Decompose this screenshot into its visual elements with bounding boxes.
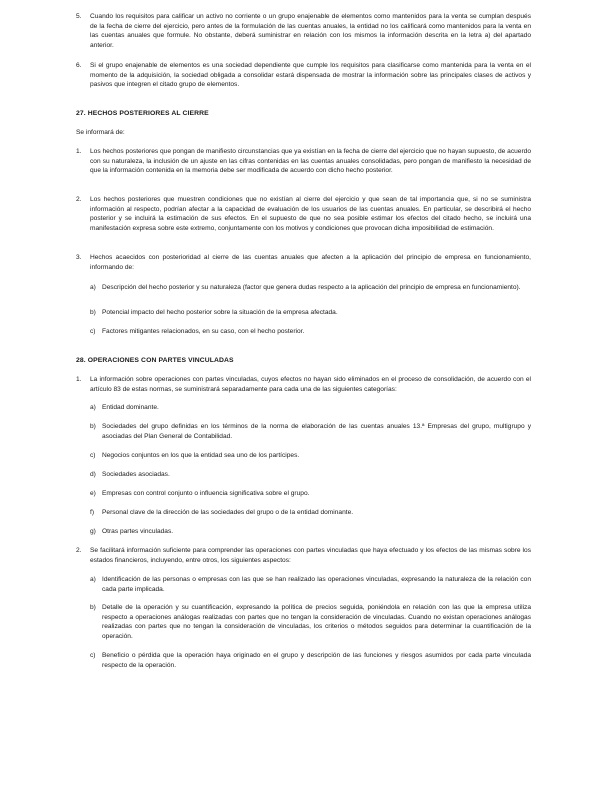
section-intro: Se informará de: bbox=[76, 129, 125, 136]
item-text: Personal clave de la dirección de las sociedades del grupo o de la entidad dominante. bbox=[102, 509, 354, 516]
item-number: 1. bbox=[76, 148, 82, 155]
item-text: Se facilitará información suficiente para comprender las operaciones con partes vinculadas que haya efectuado y los efectos de las mismas sobre los estados financieros, incluyendo, entre otros, los siguientes aspectos: bbox=[90, 547, 531, 564]
item-text: Negocios conjuntos en los que la entidad sea uno de los partícipes. bbox=[102, 452, 300, 459]
item-text: Descripción del hecho posterior y su naturaleza (factor que genera dudas respecto a la aplicación del principio de empresa en funcionamiento). bbox=[102, 284, 521, 291]
item-number: 2. bbox=[76, 547, 82, 554]
item-text: Los hechos posteriores que muestren condiciones que no existían al cierre del ejercicio y que sean de tal importancia que, si no se suministra información al respecto, podrían afectar a la capacidad de evaluación de los usuarios de las cuentas anuales. En particular, se describirá el hecho posterior y se incluirá la estimación de sus efectos. En el supuesto de que no sea posible estimar los efectos del citado hecho, se incluirá una manifestación expresa sobre este extremo, conjuntamente con los motivos y condiciones que provocan dicha imposibilidad de estimación. bbox=[90, 196, 531, 232]
section-heading: 28. OPERACIONES CON PARTES VINCULADAS bbox=[76, 357, 234, 364]
item-text: Otras partes vinculadas. bbox=[102, 528, 174, 535]
item-text: Empresas con control conjunto o influencia significativa sobre el grupo. bbox=[102, 490, 310, 497]
item-letter: c) bbox=[90, 452, 96, 459]
item-letter: f) bbox=[90, 509, 95, 516]
sub-list-item bbox=[90, 422, 531, 441]
list-item bbox=[76, 195, 531, 233]
sub-list-item bbox=[90, 651, 531, 670]
item-text: Factores mitigantes relacionados, en su caso, con el hecho posterior. bbox=[102, 328, 305, 335]
item-text: Beneficio o pérdida que la operación haya originado en el grupo y descripción de las funciones y riesgos asumidos por cada parte vinculada respecto de la operación. bbox=[102, 652, 531, 669]
list-item bbox=[76, 253, 531, 272]
item-text: Cuando los requisitos para calificar un activo no corriente o un grupo enajenable de elementos como mantenidos para la venta se cumplan después de la fecha de cierre del ejercicio, pero antes de la formulación de las cuentas anuales, la entidad no los calificará como mantenidos para la venta en las cuentas anuales que formule. No obstante, deberá suministrar en relación con los mismos la información descrita en la letra a) del apartado anterior. bbox=[90, 13, 531, 49]
sub-list-item bbox=[90, 489, 531, 499]
sub-list-item bbox=[90, 527, 531, 537]
sub-list-item bbox=[90, 283, 531, 293]
item-text: Los hechos posteriores que pongan de manifiesto circunstancias que ya existían en la fecha de cierre del ejercicio que no hayan supuesto, de acuerdo con su naturaleza, la inclusión de un ajuste en las cifras contenidas en las cuentas anuales consolidadas, pero pongan de manifiesto la necesidad de que la información contenida en la memoria debe ser modificada de acuerdo con dicho hecho posterior. bbox=[90, 148, 531, 175]
sub-list-item bbox=[90, 575, 531, 594]
item-text: Sociedades del grupo definidas en los términos de la norma de elaboración de las cuentas anuales 13.ª Empresas del grupo, multigrupo y asociadas del Plan General de Contabilidad. bbox=[102, 423, 531, 440]
item-text: Hechos acaecidos con posterioridad al cierre de las cuentas anuales que afecten a la aplicación del principio de empresa en funcionamiento, informando de: bbox=[90, 254, 531, 271]
item-letter: c) bbox=[90, 652, 96, 659]
list-item bbox=[76, 147, 531, 176]
item-letter: b) bbox=[90, 423, 96, 430]
item-letter: c) bbox=[90, 328, 96, 335]
item-text: Entidad dominante. bbox=[102, 404, 159, 411]
item-letter: e) bbox=[90, 490, 96, 497]
item-text: Potencial impacto del hecho posterior sobre la situación de la empresa afectada. bbox=[102, 309, 338, 316]
item-letter: a) bbox=[90, 284, 96, 291]
item-letter: a) bbox=[90, 404, 96, 411]
item-number: 6. bbox=[76, 62, 82, 69]
sub-list-item bbox=[90, 470, 531, 480]
item-number: 3. bbox=[76, 254, 82, 261]
item-text: Sociedades asociadas. bbox=[102, 471, 170, 478]
sub-list-item bbox=[90, 308, 531, 318]
item-text: Identificación de las personas o empresas con las que se han realizado las operaciones vinculadas, expresando la naturaleza de la relación con cada parte implicada. bbox=[102, 576, 531, 593]
item-letter: b) bbox=[90, 309, 96, 316]
item-number: 5. bbox=[76, 13, 82, 20]
item-text: Si el grupo enajenable de elementos es una sociedad dependiente que cumple los requisitos para clasificarse como mantenida para la venta en el momento de la adquisición, la sociedad obligada a consolidar estará dispensada de mostrar la información sobre las principales clases de activos y pasivos que integren el citado grupo de elementos. bbox=[90, 62, 531, 89]
item-text: Detalle de la operación y su cuantificación, expresando la política de precios seguida, poniéndola en relación con las que la empresa utiliza respecto a operaciones análogas realizadas con partes que no tengan la consideración de vinculadas. Cuando no existan operaciones análogas realizadas con partes que no tengan la consideración de vinculadas, los criterios o métodos seguidos para determinar la cuantificación de la operación. bbox=[102, 604, 531, 640]
list-item bbox=[76, 546, 531, 565]
sub-list-item bbox=[90, 451, 531, 461]
item-letter: a) bbox=[90, 576, 96, 583]
item-number: 1. bbox=[76, 376, 82, 383]
item-letter: g) bbox=[90, 528, 96, 535]
sub-list-item bbox=[90, 327, 531, 337]
section-heading: 27. HECHOS POSTERIORES AL CIERRE bbox=[76, 110, 209, 117]
list-item bbox=[76, 12, 531, 50]
list-item bbox=[76, 61, 531, 90]
item-letter: b) bbox=[90, 604, 96, 611]
item-number: 2. bbox=[76, 196, 82, 203]
sub-list-item bbox=[90, 403, 531, 413]
item-letter: d) bbox=[90, 471, 96, 478]
sub-list-item bbox=[90, 508, 531, 518]
sub-list-item bbox=[90, 603, 531, 641]
item-text: La información sobre operaciones con partes vinculadas, cuyos efectos no hayan sido eliminados en el proceso de consolidación, de acuerdo con el artículo 83 de estas normas, se suministrará separadamente para cada una de las siguientes categorías: bbox=[90, 376, 531, 393]
list-item bbox=[76, 375, 531, 394]
